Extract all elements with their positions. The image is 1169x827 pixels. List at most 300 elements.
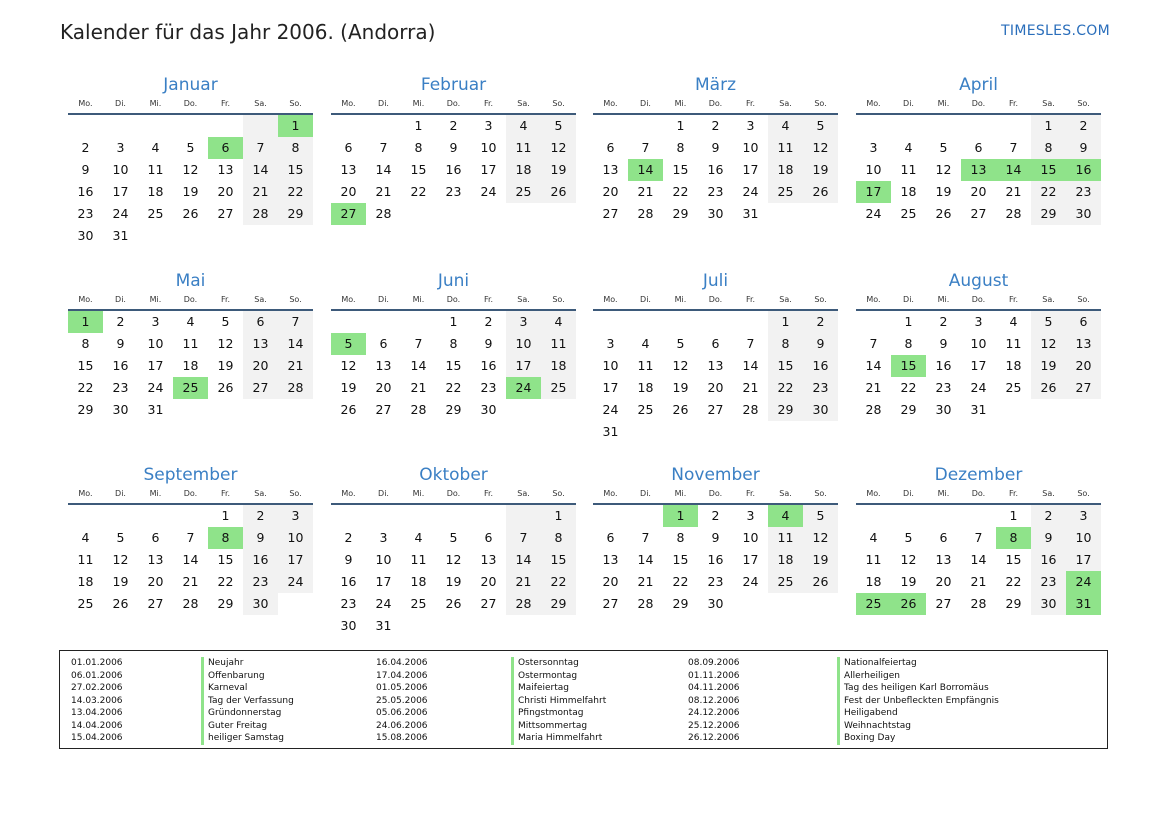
empty-cell [803,203,838,225]
day-cell: 1 [449,314,458,329]
weekday-label: Fr. [220,295,231,304]
day-cell: 23 [243,571,278,593]
day-cell: 17 [970,358,987,373]
empty-cell [436,203,471,225]
day-cell: 5 [904,530,913,545]
day-cell: 11 [182,336,199,351]
day-cell: 23 [707,184,724,199]
day-cell: 8 [278,137,313,159]
day-cell: 7 [186,530,195,545]
day-cell: 20 [375,380,392,395]
empty-cell [471,203,506,225]
day-cell: 28 [742,402,759,417]
day-cell: 12 [672,358,689,373]
weekday-label: So. [552,295,565,304]
day-cell: 11 [768,137,803,159]
day-cell: 19 [672,380,689,395]
day-cell: 22 [217,574,234,589]
day-cell: 18 [1005,358,1022,373]
day-cell: 31 [1066,593,1101,615]
day-cell: 14 [182,552,199,567]
day-cell: 15 [672,162,689,177]
weekday-label: Do. [971,295,986,304]
day-grid [856,505,1101,615]
day-cell: 1 [768,311,803,333]
day-cell: 31 [742,206,759,221]
holiday-date: 15.04.2006 [71,733,123,743]
weekday-header [593,98,838,110]
holiday-name: Offenbarung [201,670,265,683]
empty-cell [103,505,138,527]
month-6 [331,269,576,421]
day-cell: 16 [445,162,462,177]
day-cell: 23 [1066,181,1101,203]
day-cell: 15 [77,358,94,373]
month-10 [331,463,576,637]
day-cell: 29 [768,399,803,421]
day-cell: 22 [1005,574,1022,589]
day-cell: 26 [541,181,576,203]
day-cell: 9 [1066,137,1101,159]
day-cell: 13 [480,552,497,567]
empty-cell [471,615,506,637]
day-cell: 2 [711,118,720,133]
empty-cell [856,115,891,137]
weekday-label: Mi. [674,295,687,304]
day-cell: 8 [768,333,803,355]
day-cell: 30 [1066,203,1101,225]
weekday-label: Mi. [149,99,162,108]
day-cell: 24 [278,571,313,593]
empty-cell [926,505,961,527]
weekday-label: Mi. [412,295,425,304]
day-cell: 21 [243,181,278,203]
empty-cell [506,615,541,637]
day-cell: 11 [77,552,94,567]
day-cell: 9 [116,336,125,351]
day-cell: 27 [602,596,619,611]
day-cell: 12 [1031,333,1066,355]
day-cell: 25 [1005,380,1022,395]
day-cell: 10 [742,140,759,155]
day-cell: 2 [449,118,458,133]
month-title: Februar [420,75,487,95]
holiday-date: 05.06.2006 [376,708,428,718]
day-cell: 6 [711,336,720,351]
day-cell: 11 [1005,336,1022,351]
empty-cell [278,593,313,615]
weekday-label: So. [814,99,827,108]
weekday-label: Do. [971,99,986,108]
day-cell: 8 [996,527,1031,549]
day-cell: 29 [278,203,313,225]
day-cell: 14 [970,552,987,567]
day-cell: 4 [768,115,803,137]
day-cell: 6 [606,530,615,545]
month-title: Juni [437,271,470,291]
day-cell: 30 [480,402,497,417]
weekday-label: Fr. [1008,99,1019,108]
day-cell: 11 [147,162,164,177]
day-grid [68,505,313,615]
day-cell: 10 [112,162,129,177]
weekday-label: Di. [378,489,389,498]
day-cell: 7 [278,311,313,333]
day-cell: 31 [602,424,619,439]
day-cell: 26 [1031,377,1066,399]
day-cell: 3 [116,140,125,155]
day-cell: 25 [147,206,164,221]
month-title: Januar [163,75,218,95]
holiday-name: Fest der Unbefleckten Empfängnis [837,695,999,708]
holiday-name: Maifeiertag [511,682,569,695]
weekday-label: Do. [971,489,986,498]
day-cell: 22 [768,377,803,399]
weekday-label: So. [814,489,827,498]
day-cell: 29 [900,402,917,417]
month-12 [856,463,1101,615]
day-cell: 23 [707,574,724,589]
empty-cell [803,421,838,443]
day-cell: 24 [480,184,497,199]
holiday-name: Heiligabend [837,707,898,720]
day-grid [68,311,313,421]
day-cell: 6 [243,311,278,333]
weekday-label: Sa. [254,489,267,498]
day-cell: 8 [541,527,576,549]
empty-cell [173,399,208,421]
day-cell: 17 [856,181,891,203]
weekday-label: Mi. [674,99,687,108]
empty-cell [698,421,733,443]
day-cell: 13 [243,333,278,355]
day-grid [331,115,576,225]
day-cell: 21 [637,184,654,199]
day-cell: 15 [1031,159,1066,181]
holiday-name: Pfingstmontag [511,707,583,720]
holiday-legend [59,650,1108,749]
day-cell: 28 [375,206,392,221]
empty-cell [331,505,366,527]
month-title: Oktober [419,465,488,485]
day-cell: 23 [803,377,838,399]
day-cell: 27 [375,402,392,417]
day-cell: 6 [606,140,615,155]
day-cell: 23 [112,380,129,395]
day-cell: 10 [742,530,759,545]
day-grid [856,311,1101,421]
day-cell: 19 [1031,355,1066,377]
holiday-date: 17.04.2006 [376,670,428,681]
day-cell: 3 [1066,505,1101,527]
empty-cell [541,615,576,637]
empty-cell [138,115,173,137]
day-cell: 6 [974,140,983,155]
day-cell: 12 [445,552,462,567]
day-cell: 24 [970,380,987,395]
day-cell: 2 [484,314,493,329]
day-cell: 10 [865,162,882,177]
empty-cell [243,115,278,137]
day-cell: 26 [445,596,462,611]
day-cell: 30 [112,402,129,417]
day-cell: 9 [939,336,948,351]
day-cell: 25 [410,596,427,611]
day-cell: 13 [1066,333,1101,355]
empty-cell [628,505,663,527]
day-cell: 11 [900,162,917,177]
day-grid [68,115,313,247]
day-cell: 21 [278,355,313,377]
weekday-label: Mi. [674,489,687,498]
empty-cell [278,225,313,247]
day-cell: 13 [961,159,996,181]
day-cell: 28 [410,402,427,417]
day-cell: 3 [278,505,313,527]
day-cell: 20 [147,574,164,589]
empty-cell [243,225,278,247]
day-cell: 9 [1031,527,1066,549]
day-cell: 20 [480,574,497,589]
weekday-label: Mi. [412,99,425,108]
day-cell: 4 [506,115,541,137]
day-cell: 24 [602,402,619,417]
holiday-name: Maria Himmelfahrt [511,732,602,745]
empty-cell [768,203,803,225]
holiday-name: Boxing Day [837,732,895,745]
weekday-label: Mo. [603,489,618,498]
day-cell: 10 [147,336,164,351]
day-cell: 1 [221,508,230,523]
day-cell: 31 [112,228,129,243]
day-cell: 5 [803,505,838,527]
day-cell: 16 [935,358,952,373]
day-cell: 27 [217,206,234,221]
weekday-label: Di. [378,295,389,304]
day-cell: 27 [1066,377,1101,399]
weekday-header [68,294,313,306]
day-cell: 13 [147,552,164,567]
month-7 [593,269,838,443]
weekday-label: Sa. [517,295,530,304]
empty-cell [593,311,628,333]
day-cell: 17 [742,162,759,177]
weekday-header [856,98,1101,110]
day-cell: 18 [768,159,803,181]
day-cell: 3 [606,336,615,351]
day-cell: 5 [1031,311,1066,333]
weekday-label: Fr. [220,99,231,108]
day-cell: 14 [278,333,313,355]
day-cell: 16 [1031,549,1066,571]
day-cell: 30 [803,399,838,421]
day-cell: 22 [278,181,313,203]
day-cell: 7 [243,137,278,159]
holiday-date: 01.01.2006 [71,658,123,668]
day-cell: 9 [243,527,278,549]
day-cell: 14 [865,358,882,373]
brand-link[interactable]: TIMESLES.COM [1001,23,1110,39]
holiday-date: 25.12.2006 [688,720,740,731]
month-8 [856,269,1101,421]
day-cell: 22 [672,184,689,199]
day-cell: 9 [484,336,493,351]
day-cell: 24 [742,184,759,199]
weekday-label: So. [552,99,565,108]
day-cell: 22 [672,574,689,589]
day-cell: 13 [935,552,952,567]
empty-cell [506,399,541,421]
day-cell: 20 [217,184,234,199]
weekday-label: Sa. [779,99,792,108]
day-cell: 9 [803,333,838,355]
day-cell: 25 [506,181,541,203]
day-cell: 21 [182,574,199,589]
weekday-label: Mo. [78,489,93,498]
month-title: November [671,465,760,485]
day-cell: 9 [344,552,353,567]
holiday-date: 13.04.2006 [71,708,123,718]
day-cell: 30 [243,593,278,615]
day-cell: 7 [1009,140,1018,155]
day-cell: 8 [414,140,423,155]
day-cell: 20 [707,380,724,395]
weekday-label: Mo. [866,99,881,108]
day-cell: 8 [676,530,685,545]
day-cell: 19 [803,549,838,571]
empty-cell [663,421,698,443]
day-cell: 9 [449,140,458,155]
weekday-label: Do. [708,295,723,304]
day-cell: 11 [768,527,803,549]
day-cell: 16 [112,358,129,373]
weekday-label: Di. [640,99,651,108]
holiday-name: Mittsommertag [511,720,587,733]
day-cell: 11 [637,358,654,373]
holiday-date: 01.05.2006 [376,683,428,693]
empty-cell [401,203,436,225]
day-cell: 18 [147,184,164,199]
weekday-label: So. [552,489,565,498]
weekday-label: Sa. [517,489,530,498]
day-cell: 15 [768,355,803,377]
empty-cell [331,115,366,137]
empty-cell [541,203,576,225]
empty-cell [961,115,996,137]
day-cell: 6 [484,530,493,545]
empty-cell [803,593,838,615]
day-cell: 28 [278,377,313,399]
weekday-label: Di. [903,295,914,304]
day-cell: 15 [217,552,234,567]
empty-cell [436,505,471,527]
day-cell: 19 [182,184,199,199]
day-cell: 9 [81,162,90,177]
holiday-date: 26.12.2006 [688,733,740,743]
day-cell: 17 [742,552,759,567]
weekday-label: Fr. [483,99,494,108]
holiday-date: 04.11.2006 [688,683,740,693]
day-cell: 25 [541,377,576,399]
day-cell: 29 [541,593,576,615]
day-cell: 16 [707,552,724,567]
day-cell: 7 [506,527,541,549]
day-cell: 12 [112,552,129,567]
day-cell: 22 [900,380,917,395]
day-cell: 28 [506,593,541,615]
month-1 [68,73,313,247]
day-cell: 6 [151,530,160,545]
day-cell: 11 [506,137,541,159]
day-cell: 28 [243,203,278,225]
day-cell: 18 [506,159,541,181]
day-cell: 7 [414,336,423,351]
day-cell: 21 [1005,184,1022,199]
day-cell: 21 [865,380,882,395]
weekday-label: Fr. [745,295,756,304]
day-cell: 2 [939,314,948,329]
weekday-label: Mo. [341,295,356,304]
empty-cell [138,505,173,527]
day-cell: 8 [208,527,243,549]
holiday-date: 14.03.2006 [71,695,123,706]
empty-cell [208,115,243,137]
day-cell: 17 [506,355,541,377]
empty-cell [628,311,663,333]
holiday-date: 08.12.2006 [688,695,740,706]
weekday-label: Mi. [149,295,162,304]
day-cell: 9 [711,140,720,155]
day-cell: 22 [541,571,576,593]
day-cell: 2 [243,505,278,527]
day-cell: 5 [221,314,230,329]
empty-cell [768,593,803,615]
day-cell: 17 [278,549,313,571]
day-cell: 2 [344,530,353,545]
weekday-label: Mi. [937,295,950,304]
day-cell: 6 [1066,311,1101,333]
day-cell: 1 [676,118,685,133]
day-cell: 16 [77,184,94,199]
day-cell: 4 [151,140,160,155]
day-cell: 14 [375,162,392,177]
empty-cell [1031,399,1066,421]
day-cell: 3 [506,311,541,333]
day-cell: 27 [935,596,952,611]
day-cell: 29 [1005,596,1022,611]
empty-cell [68,115,103,137]
day-cell: 2 [1066,115,1101,137]
weekday-label: So. [289,489,302,498]
day-cell: 14 [628,159,663,181]
day-cell: 17 [480,162,497,177]
day-cell: 4 [768,505,803,527]
day-cell: 12 [182,162,199,177]
day-cell: 12 [900,552,917,567]
day-cell: 19 [340,380,357,395]
weekday-label: So. [814,295,827,304]
day-cell: 5 [186,140,195,155]
day-cell: 1 [68,311,103,333]
month-title: Juli [702,271,729,291]
empty-cell [208,399,243,421]
day-cell: 18 [768,549,803,571]
day-cell: 30 [707,206,724,221]
day-cell: 12 [803,137,838,159]
day-cell: 23 [445,184,462,199]
weekday-label: Do. [183,295,198,304]
weekday-label: Sa. [254,295,267,304]
